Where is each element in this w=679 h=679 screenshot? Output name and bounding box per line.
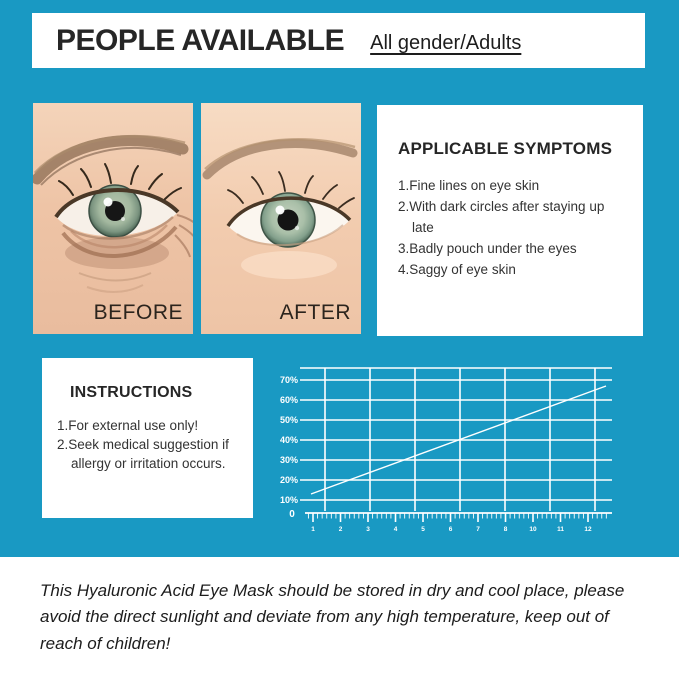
symptoms-panel <box>377 105 643 336</box>
after-label: AFTER <box>279 301 351 324</box>
page-subtitle: All gender/Adults <box>370 32 522 54</box>
header-banner <box>32 13 645 68</box>
svg-text:10: 10 <box>529 526 537 533</box>
symptom-item: 4.Saggy of eye skin <box>398 262 516 277</box>
after-photo <box>201 103 361 334</box>
instructions-title: INSTRUCTIONS <box>70 384 193 401</box>
svg-text:60%: 60% <box>279 395 298 405</box>
svg-text:7: 7 <box>476 526 480 533</box>
svg-text:10%: 10% <box>279 495 298 505</box>
before-label: BEFORE <box>93 301 183 324</box>
before-photo <box>33 103 193 334</box>
symptoms-list <box>398 175 625 280</box>
svg-text:11: 11 <box>557 526 564 533</box>
effect-chart <box>278 360 628 550</box>
symptom-item: 2.With dark circles after staying up late <box>398 199 605 235</box>
svg-text:20%: 20% <box>279 475 298 485</box>
after-eye-illustration <box>201 103 361 334</box>
svg-text:30%: 30% <box>279 455 298 465</box>
svg-text:70%: 70% <box>279 375 298 385</box>
svg-text:2: 2 <box>338 526 343 533</box>
svg-text:12: 12 <box>584 526 592 533</box>
storage-note: This Hyaluronic Acid Eye Mask should be stored in dry and cool place, please avoid the direct sunlight and deviate from any high temperature, keep out of reach of children! <box>40 581 625 653</box>
symptom-item: 1.Fine lines on eye skin <box>398 178 540 193</box>
svg-text:3: 3 <box>366 526 370 533</box>
svg-text:50%: 50% <box>279 415 298 425</box>
svg-text:6: 6 <box>448 526 453 533</box>
svg-text:4: 4 <box>393 526 398 533</box>
svg-text:5: 5 <box>421 526 425 533</box>
instruction-item: 1.For external use only! <box>57 418 199 433</box>
instructions-list <box>57 416 239 473</box>
svg-text:0: 0 <box>289 509 295 520</box>
before-eye-illustration <box>33 103 193 334</box>
footer-panel <box>0 557 679 679</box>
symptom-item: 3.Badly pouch under the eyes <box>398 241 577 256</box>
svg-text:1: 1 <box>311 526 315 533</box>
instructions-panel <box>42 358 253 518</box>
symptoms-title: APPLICABLE SYMPTOMS <box>398 139 613 158</box>
svg-text:8: 8 <box>503 526 508 533</box>
page-title: PEOPLE AVAILABLE <box>56 23 345 57</box>
svg-text:40%: 40% <box>279 435 298 445</box>
instruction-item: 2.Seek medical suggestion if allergy or irritation occurs. <box>57 437 229 471</box>
